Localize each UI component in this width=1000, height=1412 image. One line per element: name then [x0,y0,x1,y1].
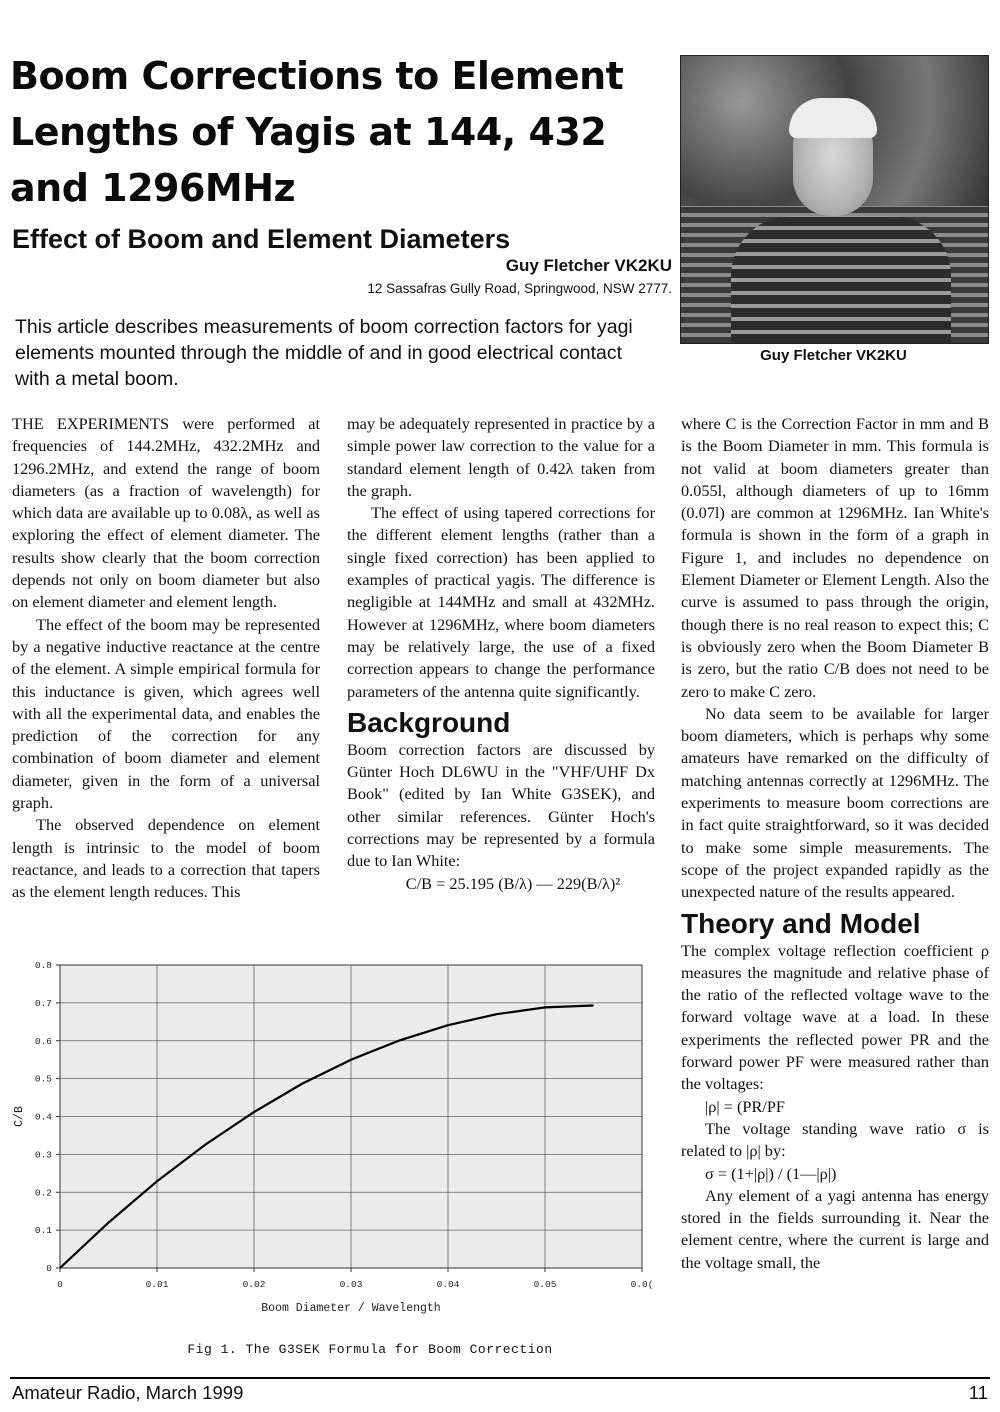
y-tick-label: 0 [46,1263,52,1274]
x-tick-label: 0.05 [533,1279,557,1290]
page-number: 11 [968,1382,988,1403]
y-tick-label: 0.4 [34,1111,52,1123]
paragraph: Boom correction factors are discussed by Günter Hoch DL6WU in the "VHF/UHF Dx Book" (edited by Ian White G3SEK), and other similar references. Günter Hoch's corrections may be represented by a formula due to Ian White: [347,739,655,871]
y-tick-label: 0.3 [34,1149,52,1161]
x-axis-label: Boom Diameter / Wavelength [261,1302,441,1315]
paragraph: THE EXPERIMENTS were performed at frequencies of 144.2MHz, 432.2MHz and 1296.2MHz, and extend the range of boom diameters (as a fraction of wavelength) for which data are available up to 0.08λ, as well as exploring the effect of element diameter. The results show clearly that the boom correction depends not only on boom diameter but also on element diameter and element length. [12,414,320,612]
figure-1 [0,955,665,1367]
x-tick-label: 0.02 [242,1279,266,1290]
figure-caption: Fig 1. The G3SEK Formula for Boom Correction [187,1342,553,1357]
author-photo [680,55,989,344]
y-tick-label: 0.5 [34,1073,52,1085]
paragraph: The effect of using tapered corrections for the different element lengths (rather than a single fixed correction) has been applied to examples of practical yagis. The difference is negligible at 144MHz and small at 432MHz. However at 1296MHz, where boom diameters may be relatively large, the use of a fixed correction appears to change the performance parameters of the antenna quite significantly. [347,503,655,701]
paragraph: The voltage standing wave ratio σ is related to |ρ| by: [681,1118,989,1161]
x-tick-label: 0.04 [436,1279,460,1290]
y-axis-label: C/B [13,1106,26,1127]
y-tick-label: 0.2 [34,1187,52,1199]
x-tick-label: 0.0( [630,1279,654,1290]
y-tick-label: 0.6 [34,1035,52,1047]
x-tick-label: 0.03 [339,1279,363,1290]
y-tick-label: 0.8 [34,960,52,971]
y-tick-label: 0.1 [34,1225,52,1237]
x-tick-label: 0.01 [145,1279,169,1290]
y-tick-label: 0.7 [34,997,52,1009]
footer-publication: Amateur Radio, March 1999 [12,1382,244,1403]
author-name: Guy Fletcher VK2KU [505,256,672,275]
column-2 [347,413,655,895]
formula-white: C/B = 25.195 (B/λ) — 229(B/λ)² [405,873,621,893]
paragraph: where C is the Correction Factor in mm and B is the Boom Diameter in mm. This formula is not valid at boom diameters greater than 0.055l, although diameters of up to 16mm (0.07l) are common at 1296MHz. Ian White's formula is shown in the form of a graph in Figure 1, and includes no dependence on Element Diameter or Element Length. Also the curve is assumed to pass through the origin, though there is no real reason to expect this; C is obviously zero when the Boom Diameter B is zero, but the ratio C/B does not need to be zero to make C zero. [681,414,989,701]
x-tick-label: 0 [57,1279,63,1290]
column-3 [681,413,989,1274]
footer-rule [10,1377,990,1379]
column-1 [12,413,320,904]
photo-shirt [731,216,951,344]
photo-hair [789,98,877,138]
article-subtitle: Effect of Boom and Element Diameters [12,224,511,254]
author-address: 12 Sassafras Gully Road, Springwood, NSW 2777. [367,281,672,296]
intro-standfirst: This article describes measurements of boom correction factors for yagi elements mounted through the middle of and in good electrical contact with a metal boom. [15,316,633,390]
section-heading-background: Background [347,706,511,738]
paragraph: No data seem to be available for larger boom diameters, which is perhaps why some amateurs have remarked on the difficulty of matching antennas correctly at 1296MHz. The experiments to measure boom corrections are in fact quite straightforward, so it was decided to make some simple measurements. The scope of the project expanded rapidly as the unexpected nature of the results appeared. [681,703,989,902]
formula-rho: |ρ| = (PR/PF [705,1096,785,1116]
paragraph: The observed dependence on element length is intrinsic to the model of boom reactance, and leads to a correction that tapers as the element length reduces. This [12,815,320,902]
paragraph: The effect of the boom may be represented by a negative inductive reactance at the centre of the element. A simple empirical formula for this inductance is given, which agrees well with all the experimental data, and enables the prediction of the correction for any combination of boom diameter and element diameter, given in the form of a universal graph. [12,614,320,813]
article-title: Boom Corrections to Element Lengths of Yagis at 144, 432 and 1296MHz [10,54,624,210]
formula-sigma: σ = (1+|ρ|) / (1—|ρ|) [705,1163,837,1183]
photo-caption: Guy Fletcher VK2KU [760,347,907,364]
paragraph: The complex voltage reflection coefficient ρ measures the magnitude and relative phase of the ratio of the reflected voltage wave to the forward voltage wave at a load. In these experiments the reflected power PR and the forward power PF were measured rather than the voltages: [681,940,989,1094]
paragraph: Any element of a yagi antenna has energy stored in the fields surrounding it. Near the element centre, where the current is large and the voltage small, the [681,1185,989,1272]
section-heading-theory: Theory and Model [681,907,921,939]
boom-correction-chart [0,955,665,1335]
paragraph: may be adequately represented in practice by a simple power law correction to the value for a standard element length of 0.42λ taken from the graph. [347,414,655,500]
